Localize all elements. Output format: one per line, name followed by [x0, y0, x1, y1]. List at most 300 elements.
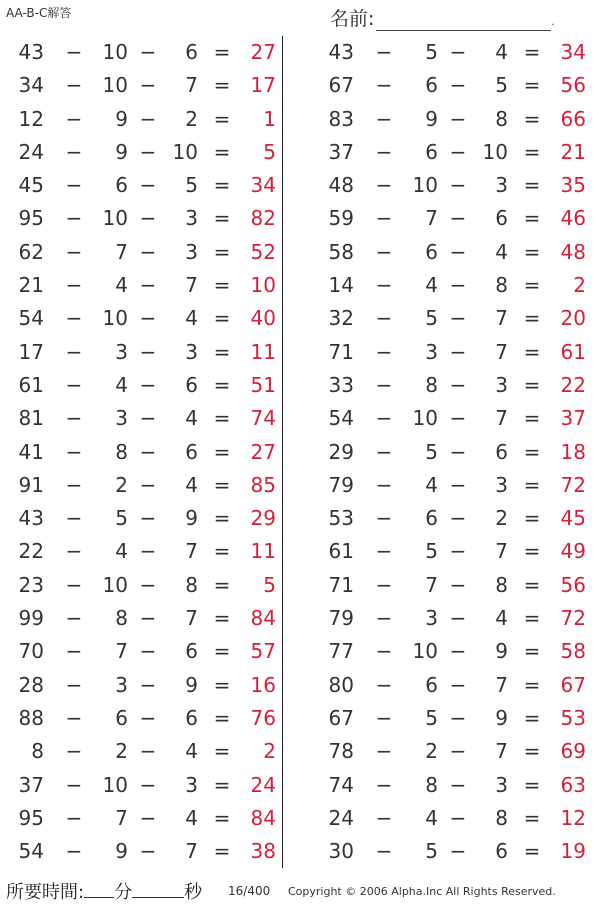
- operand-a: 14: [328, 273, 354, 298]
- minus-sign: −: [375, 106, 393, 131]
- minus-sign: −: [139, 739, 157, 764]
- answer-value: 34: [560, 40, 586, 64]
- operand-c: 5: [495, 73, 508, 98]
- problem-row: [6, 669, 286, 702]
- operand-a: 24: [18, 139, 44, 164]
- minus-sign: −: [139, 539, 157, 564]
- name-blank-line[interactable]: [376, 12, 551, 31]
- problem-row: [316, 702, 596, 735]
- equals-sign: =: [523, 406, 541, 431]
- operand-a: 91: [18, 472, 44, 497]
- answer-value: 37: [560, 406, 586, 431]
- operand-b: 3: [115, 339, 128, 364]
- minus-sign: −: [139, 506, 157, 531]
- problem-row: [6, 602, 286, 635]
- answer-value: 35: [560, 173, 586, 198]
- operand-c: 9: [495, 705, 508, 730]
- operand-c: 9: [185, 672, 198, 697]
- equals-sign: =: [213, 239, 231, 264]
- operand-a: 28: [18, 672, 44, 697]
- minus-sign: −: [65, 273, 83, 298]
- minus-sign: −: [139, 206, 157, 231]
- answer-value: 16: [250, 672, 276, 697]
- operand-b: 5: [115, 506, 128, 531]
- operand-b: 8: [425, 772, 438, 797]
- answer-value: 21: [560, 139, 586, 164]
- operand-b: 6: [115, 705, 128, 730]
- operand-b: 6: [115, 173, 128, 198]
- minus-sign: −: [449, 805, 467, 830]
- operand-c: 3: [495, 772, 508, 797]
- minus-sign: −: [375, 539, 393, 564]
- problem-row: [316, 502, 596, 535]
- minus-sign: −: [139, 672, 157, 697]
- minus-sign: −: [65, 439, 83, 464]
- minus-sign: −: [449, 539, 467, 564]
- equals-sign: =: [213, 439, 231, 464]
- equals-sign: =: [523, 239, 541, 264]
- operand-a: 30: [328, 839, 354, 864]
- operand-c: 7: [185, 273, 198, 298]
- equals-sign: =: [523, 472, 541, 497]
- equals-sign: =: [213, 572, 231, 597]
- operand-b: 6: [425, 239, 438, 264]
- minus-sign: −: [139, 606, 157, 631]
- answer-value: 84: [250, 606, 276, 631]
- operand-b: 5: [425, 439, 438, 464]
- operand-c: 2: [495, 506, 508, 531]
- problem-row: [316, 269, 596, 302]
- minutes-label: 分: [114, 882, 133, 903]
- equals-sign: =: [523, 539, 541, 564]
- operand-b: 5: [425, 839, 438, 864]
- problem-row: [6, 136, 286, 169]
- minus-sign: −: [375, 705, 393, 730]
- operand-a: 37: [18, 772, 44, 797]
- answer-value: 56: [560, 73, 586, 98]
- operand-b: 6: [425, 73, 438, 98]
- minus-sign: −: [375, 73, 393, 98]
- minus-sign: −: [449, 173, 467, 198]
- minus-sign: −: [65, 606, 83, 631]
- operand-a: 43: [18, 40, 44, 64]
- minus-sign: −: [449, 73, 467, 98]
- time-label: 所要時間:: [6, 882, 85, 903]
- equals-sign: =: [213, 639, 231, 664]
- operand-b: 9: [115, 106, 128, 131]
- problem-row: [316, 69, 596, 102]
- minus-sign: −: [375, 639, 393, 664]
- operand-b: 6: [425, 139, 438, 164]
- equals-sign: =: [213, 406, 231, 431]
- problem-row: [316, 236, 596, 269]
- minus-sign: −: [375, 672, 393, 697]
- minus-sign: −: [375, 506, 393, 531]
- answer-value: 66: [560, 106, 586, 131]
- problem-row: [316, 569, 596, 602]
- copyright-notice: Copyright © 2006 Alpha.Inc All Rights Reserved.: [288, 885, 556, 898]
- operand-a: 54: [18, 839, 44, 864]
- time-taken: [6, 878, 202, 904]
- equals-sign: =: [213, 106, 231, 131]
- operand-b: 7: [425, 206, 438, 231]
- minus-sign: −: [65, 339, 83, 364]
- name-line-dot: .: [551, 17, 555, 28]
- problem-row: [6, 169, 286, 202]
- answer-value: 24: [250, 772, 276, 797]
- minus-sign: −: [375, 239, 393, 264]
- equals-sign: =: [213, 372, 231, 397]
- answer-value: 57: [250, 639, 276, 664]
- answer-value: 17: [250, 73, 276, 98]
- equals-sign: =: [523, 339, 541, 364]
- operand-a: 59: [328, 206, 354, 231]
- answer-value: 2: [263, 739, 276, 764]
- minus-sign: −: [139, 406, 157, 431]
- operand-a: 78: [328, 739, 354, 764]
- answer-value: 22: [560, 372, 586, 397]
- equals-sign: =: [213, 606, 231, 631]
- answer-value: 1: [263, 106, 276, 131]
- answer-value: 49: [560, 539, 586, 564]
- minus-sign: −: [375, 40, 393, 64]
- seconds-blank[interactable]: [132, 897, 184, 898]
- operand-c: 3: [185, 239, 198, 264]
- minus-sign: −: [375, 139, 393, 164]
- answer-value: 84: [250, 805, 276, 830]
- operand-c: 6: [495, 206, 508, 231]
- operand-c: 9: [495, 639, 508, 664]
- operand-a: 43: [328, 40, 354, 64]
- minus-sign: −: [65, 106, 83, 131]
- minus-sign: −: [449, 439, 467, 464]
- equals-sign: =: [213, 506, 231, 531]
- answer-value: 11: [250, 339, 276, 364]
- answer-value: 48: [560, 239, 586, 264]
- problem-row: [316, 769, 596, 802]
- minus-sign: −: [139, 239, 157, 264]
- equals-sign: =: [523, 572, 541, 597]
- minus-sign: −: [65, 139, 83, 164]
- minus-sign: −: [449, 372, 467, 397]
- operand-a: 23: [18, 572, 44, 597]
- operand-c: 4: [185, 406, 198, 431]
- equals-sign: =: [523, 839, 541, 864]
- operand-b: 5: [425, 40, 438, 64]
- operand-b: 9: [115, 139, 128, 164]
- operand-c: 6: [185, 639, 198, 664]
- minus-sign: −: [449, 572, 467, 597]
- problem-row: [316, 535, 596, 568]
- operand-b: 3: [115, 406, 128, 431]
- equals-sign: =: [523, 306, 541, 331]
- operand-b: 10: [102, 306, 128, 331]
- operand-a: 34: [18, 73, 44, 98]
- minus-sign: −: [139, 805, 157, 830]
- answer-value: 38: [250, 839, 276, 864]
- answer-value: 45: [560, 506, 586, 531]
- answer-value: 10: [250, 273, 276, 298]
- minus-sign: −: [375, 306, 393, 331]
- minus-sign: −: [449, 306, 467, 331]
- operand-b: 4: [115, 273, 128, 298]
- equals-sign: =: [523, 606, 541, 631]
- minus-sign: −: [139, 472, 157, 497]
- operand-a: 53: [328, 506, 354, 531]
- operand-a: 80: [328, 672, 354, 697]
- operand-c: 6: [185, 705, 198, 730]
- answer-value: 2: [573, 273, 586, 298]
- minus-sign: −: [375, 772, 393, 797]
- problem-row: [316, 36, 596, 69]
- operand-c: 3: [495, 372, 508, 397]
- minus-sign: −: [375, 606, 393, 631]
- minus-sign: −: [449, 705, 467, 730]
- problem-row: [316, 103, 596, 136]
- operand-a: 61: [328, 539, 354, 564]
- problem-row: [316, 369, 596, 402]
- minus-sign: −: [375, 273, 393, 298]
- seconds-label: 秒: [184, 882, 203, 903]
- operand-c: 8: [495, 805, 508, 830]
- answer-value: 27: [250, 439, 276, 464]
- equals-sign: =: [523, 40, 541, 64]
- problem-row: [316, 835, 596, 868]
- page-number: 16/400: [228, 884, 271, 898]
- minus-sign: −: [449, 506, 467, 531]
- operand-b: 8: [115, 439, 128, 464]
- equals-sign: =: [213, 339, 231, 364]
- operand-a: 8: [31, 739, 44, 764]
- operand-b: 7: [115, 805, 128, 830]
- operand-a: 99: [18, 606, 44, 631]
- operand-c: 7: [185, 839, 198, 864]
- equals-sign: =: [213, 672, 231, 697]
- operand-c: 8: [185, 572, 198, 597]
- problem-row: [6, 269, 286, 302]
- problem-row: [316, 669, 596, 702]
- answer-value: 20: [560, 306, 586, 331]
- operand-b: 6: [425, 672, 438, 697]
- operand-c: 3: [495, 173, 508, 198]
- operand-c: 4: [185, 805, 198, 830]
- left-problem-column: [6, 36, 286, 868]
- operand-a: 33: [328, 372, 354, 397]
- operand-a: 17: [18, 339, 44, 364]
- equals-sign: =: [523, 672, 541, 697]
- equals-sign: =: [213, 40, 231, 64]
- operand-b: 3: [425, 339, 438, 364]
- problem-row: [316, 802, 596, 835]
- minus-sign: −: [65, 672, 83, 697]
- problem-row: [6, 702, 286, 735]
- equals-sign: =: [213, 73, 231, 98]
- minus-sign: −: [65, 173, 83, 198]
- operand-a: 81: [18, 406, 44, 431]
- minus-sign: −: [65, 506, 83, 531]
- operand-a: 41: [18, 439, 44, 464]
- operand-c: 9: [185, 506, 198, 531]
- answer-value: 29: [250, 506, 276, 531]
- operand-c: 4: [185, 306, 198, 331]
- name-label: 名前:: [330, 8, 375, 30]
- operand-c: 6: [185, 40, 198, 64]
- answer-value: 53: [560, 705, 586, 730]
- operand-b: 6: [425, 506, 438, 531]
- minus-sign: −: [449, 40, 467, 64]
- minus-sign: −: [65, 40, 83, 64]
- problem-row: [6, 302, 286, 335]
- equals-sign: =: [213, 306, 231, 331]
- problem-row: [316, 602, 596, 635]
- minus-sign: −: [375, 805, 393, 830]
- problem-row: [6, 535, 286, 568]
- operand-b: 9: [425, 106, 438, 131]
- operand-b: 2: [425, 739, 438, 764]
- problem-row: [6, 336, 286, 369]
- minus-sign: −: [449, 739, 467, 764]
- equals-sign: =: [523, 73, 541, 98]
- minus-sign: −: [65, 306, 83, 331]
- answer-value: 72: [560, 606, 586, 631]
- minus-sign: −: [65, 572, 83, 597]
- operand-c: 3: [185, 206, 198, 231]
- operand-a: 21: [18, 273, 44, 298]
- problem-row: [6, 502, 286, 535]
- answer-value: 85: [250, 472, 276, 497]
- equals-sign: =: [523, 273, 541, 298]
- operand-b: 9: [115, 839, 128, 864]
- operand-c: 4: [495, 606, 508, 631]
- minus-sign: −: [65, 705, 83, 730]
- equals-sign: =: [213, 273, 231, 298]
- minus-sign: −: [449, 339, 467, 364]
- operand-c: 7: [495, 406, 508, 431]
- operand-c: 5: [185, 173, 198, 198]
- operand-c: 3: [185, 339, 198, 364]
- minus-sign: −: [139, 639, 157, 664]
- operand-b: 3: [425, 606, 438, 631]
- operand-c: 6: [185, 372, 198, 397]
- problem-row: [6, 103, 286, 136]
- problem-row: [316, 469, 596, 502]
- operand-c: 4: [495, 239, 508, 264]
- answer-value: 51: [250, 372, 276, 397]
- operand-b: 4: [115, 372, 128, 397]
- minus-sign: −: [449, 406, 467, 431]
- operand-a: 32: [328, 306, 354, 331]
- equals-sign: =: [523, 705, 541, 730]
- operand-b: 10: [412, 173, 438, 198]
- minus-sign: −: [375, 372, 393, 397]
- answer-value: 18: [560, 439, 586, 464]
- problem-row: [6, 569, 286, 602]
- problem-row: [316, 136, 596, 169]
- answer-value: 56: [560, 572, 586, 597]
- minus-sign: −: [449, 639, 467, 664]
- answer-value: 12: [560, 805, 586, 830]
- equals-sign: =: [523, 206, 541, 231]
- operand-a: 79: [328, 472, 354, 497]
- operand-c: 6: [185, 439, 198, 464]
- answer-value: 69: [560, 739, 586, 764]
- operand-b: 10: [102, 40, 128, 64]
- equals-sign: =: [523, 506, 541, 531]
- equals-sign: =: [523, 106, 541, 131]
- minus-sign: −: [375, 339, 393, 364]
- problem-row: [6, 436, 286, 469]
- operand-a: 95: [18, 206, 44, 231]
- minus-sign: −: [139, 306, 157, 331]
- equals-sign: =: [523, 805, 541, 830]
- operand-a: 79: [328, 606, 354, 631]
- minus-sign: −: [449, 106, 467, 131]
- minus-sign: −: [65, 639, 83, 664]
- minus-sign: −: [139, 106, 157, 131]
- answer-value: 76: [250, 705, 276, 730]
- problem-row: [6, 469, 286, 502]
- operand-b: 4: [425, 273, 438, 298]
- minus-sign: −: [65, 805, 83, 830]
- equals-sign: =: [213, 805, 231, 830]
- minus-sign: −: [375, 572, 393, 597]
- minutes-blank[interactable]: [84, 897, 114, 898]
- answer-value: 61: [560, 339, 586, 364]
- operand-b: 3: [115, 672, 128, 697]
- equals-sign: =: [213, 705, 231, 730]
- worksheet-title: AA-B-C解答: [6, 6, 72, 20]
- equals-sign: =: [523, 772, 541, 797]
- minus-sign: −: [65, 472, 83, 497]
- operand-a: 67: [328, 73, 354, 98]
- operand-b: 10: [102, 772, 128, 797]
- problem-row: [6, 402, 286, 435]
- problem-row: [6, 202, 286, 235]
- operand-c: 7: [495, 739, 508, 764]
- minus-sign: −: [375, 206, 393, 231]
- minus-sign: −: [65, 839, 83, 864]
- minus-sign: −: [65, 406, 83, 431]
- operand-b: 2: [115, 739, 128, 764]
- operand-b: 4: [425, 472, 438, 497]
- operand-a: 83: [328, 106, 354, 131]
- operand-c: 8: [495, 273, 508, 298]
- minus-sign: −: [65, 739, 83, 764]
- minus-sign: −: [65, 372, 83, 397]
- problem-row: [316, 436, 596, 469]
- operand-c: 3: [495, 472, 508, 497]
- minus-sign: −: [139, 139, 157, 164]
- operand-a: 61: [18, 372, 44, 397]
- answer-value: 34: [250, 173, 276, 198]
- operand-a: 95: [18, 805, 44, 830]
- operand-c: 8: [495, 572, 508, 597]
- operand-b: 8: [115, 606, 128, 631]
- operand-a: 67: [328, 705, 354, 730]
- answer-value: 19: [560, 839, 586, 864]
- operand-c: 10: [172, 139, 198, 164]
- operand-a: 45: [18, 173, 44, 198]
- equals-sign: =: [213, 139, 231, 164]
- problem-row: [6, 236, 286, 269]
- minus-sign: −: [65, 539, 83, 564]
- problem-row: [316, 735, 596, 768]
- operand-a: 58: [328, 239, 354, 264]
- operand-a: 54: [18, 306, 44, 331]
- minus-sign: −: [65, 73, 83, 98]
- problem-row: [316, 336, 596, 369]
- equals-sign: =: [523, 739, 541, 764]
